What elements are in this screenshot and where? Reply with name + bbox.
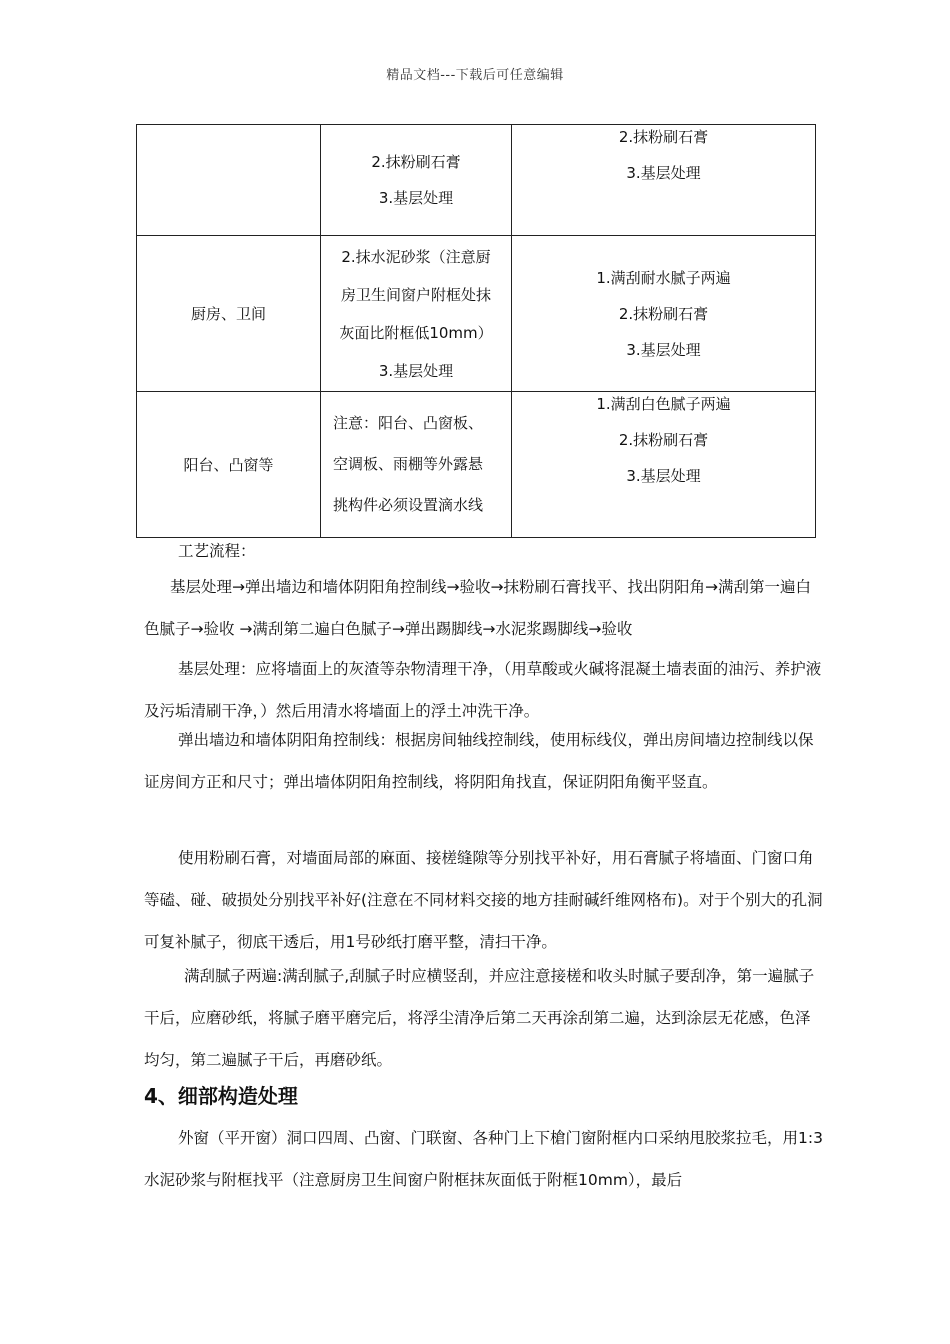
layer-cell: [321, 125, 512, 236]
table-row: [137, 125, 816, 236]
table-row: [137, 236, 816, 392]
section-heading: 4、细部构造处理: [144, 1084, 298, 1108]
process-label: 工艺流程：: [178, 542, 256, 560]
putty-paragraph: 满刮腻子两遍:满刮腻子,刮腻子时应横竖刮，并应注意接槎和收头时腻子要刮净，第一遍腻子干后，应磨砂纸，将腻子磨平磨完后，将浮尘清净后第二天再涂刮第二遍，达到涂层无花感，色泽均匀，第二遍腻子干后，再磨砂纸。: [144, 967, 815, 1069]
layer-cell: [321, 236, 512, 392]
cell-line: 3.基层处理: [378, 189, 454, 207]
finish-cell: [512, 392, 816, 538]
cell-line: 3.基层处理: [626, 340, 701, 359]
area-cell: 厨房、卫间: [137, 236, 321, 392]
window-detail-paragraph: 外窗（平开窗）洞口四周、凸窗、门联窗、各种门上下槍门窗附框内口采纳甩胶浆拉毛，用1:3水泥砂浆与附框找平（注意厨房卫生间窗户附框抹灰面低于附框10mm），最后: [144, 1129, 823, 1189]
table-row: [137, 392, 816, 538]
cell-line: 3.基层处理: [626, 467, 701, 485]
finish-cell: [512, 125, 816, 236]
cell-line: 1.满刮耐水腻子两遍: [596, 268, 731, 287]
area-cell: [137, 125, 321, 236]
finish-cell: [512, 236, 816, 392]
cell-line: 1.满刮白色腻子两遍: [596, 395, 731, 413]
gypsum-paragraph: 使用粉刷石膏，对墙面局部的麻面、接槎缝隙等分别找平补好，用石膏腻子将墙面、门窗口角等磕、碰、破损处分别找平补好(注意在不同材料交接的地方挂耐碱纤维网格布)。对于个别大的孔洞可复补腻子，彻底干透后，用1号砂纸打磨平整，清扫干净。: [144, 849, 823, 951]
cell-line: 2.抹水泥砂浆（注意厨: [341, 247, 491, 266]
cell-line: 2.抹粉刷石膏: [618, 304, 709, 323]
cell-line: 注意：阳台、凸窗板、: [333, 414, 484, 432]
cell-line: 2.抹粉刷石膏: [618, 128, 709, 146]
cell-line: 2.抹粉刷石膏: [371, 153, 461, 171]
cell-line: 2.抹粉刷石膏: [618, 431, 709, 449]
cell-line: 灰面比附框低10mm）: [339, 323, 493, 342]
cell-line: 3.基层处理: [378, 361, 454, 380]
control-line-paragraph: 弹出墙边和墙体阴阳角控制线：根据房间轴线控制线，使用标线仪，弹出房间墙边控制线以保证房间方正和尺寸；弹出墙体阴阳角控制线，将阴阳角找直，保证阴阳角衡平竖直。: [144, 731, 814, 791]
cell-line: 空调板、雨棚等外露悬: [333, 455, 484, 473]
cell-line: 挑构件必须设置滴水线: [333, 496, 484, 514]
area-cell: 阳台、凸窗等: [137, 392, 321, 538]
cell-line: 房卫生间窗户附框处抹: [340, 285, 491, 304]
spec-table: [136, 124, 816, 538]
layer-cell: [321, 392, 512, 538]
cell-line: 3.基层处理: [626, 164, 701, 182]
page-header: 精品文档---下载后可任意编辑: [386, 68, 564, 83]
base-treatment-paragraph: 基层处理：应将墙面上的灰渣等杂物清理干净，（用草酸或火碱将混凝土墙表面的油污、养护液及污垢清刷干净，）然后用清水将墙面上的浮土冲洗干净。: [144, 660, 822, 720]
process-flow: 基层处理→弹出墙边和墙体阴阳角控制线→验收→抹粉刷石膏找平、找出阴阳角→满刮第一遍白色腻子→验收 →满刮第二遍白色腻子→弹出踢脚线→水泥浆踢脚线→验收: [144, 578, 811, 638]
